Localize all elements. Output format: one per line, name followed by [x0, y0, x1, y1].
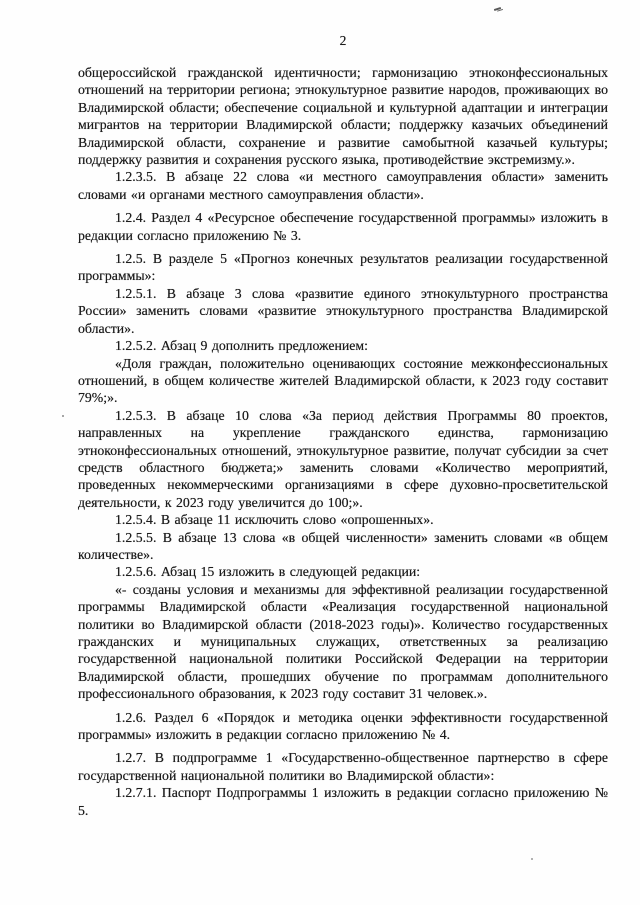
paragraph-1-2-4: 1.2.4. Раздел 4 «Ресурсное обеспечение государственной программы» изложить в редакции согласно приложению № 3. — [78, 210, 608, 243]
paragraph-1-2-6: 1.2.6. Раздел 6 «Порядок и методика оценки эффективности государственной программы» изложить в редакции согласно приложению № 4. — [78, 709, 608, 743]
scan-artifact — [494, 7, 501, 11]
paragraph-quote-dolya: «Доля граждан, положительно оценивающих состояние межконфессиональных отношений, в общем количестве жителей Владимирской области, к 2023 году составит 79%;». — [78, 355, 608, 406]
paragraph-1-2-3-5: 1.2.3.5. В абзаце 22 слова «и местного самоуправления области» заменить словами «и органами местного самоуправления области». — [78, 169, 608, 202]
paragraph-1-2-5-5: 1.2.5.5. В абзаце 13 слова «в общей численности» заменить словами «в общем количестве». — [78, 529, 608, 562]
paragraph-continuation: общероссийской гражданской идентичности; гармонизацию этноконфессиональных отношений на территории региона; этнокультурное развитие народов, проживающих во Владимирской области; обеспечение социальной и культурной адаптации и интеграции мигрантов на территории Владимирской области; поддержку казачьих объединений Владимирской области, сохранение и развитие самобытной казачьей культуры; поддержку развития и сохранения русского языка, противодействие экстремизму.». — [78, 65, 608, 168]
paragraph-1-2-7-1: 1.2.7.1. Паспорт Подпрограммы 1 изложить в редакции согласно приложению № 5. — [78, 785, 608, 818]
scan-artifact — [62, 415, 64, 417]
paragraph-1-2-5: 1.2.5. В разделе 5 «Прогноз конечных результатов реализации государственной программы»: — [78, 251, 608, 284]
paragraph-1-2-7: 1.2.7. В подпрограмме 1 «Государственно-общественное партнерство в сфере государственной национальной политики во Владимирской области»: — [78, 750, 608, 783]
paragraph-1-2-5-3: 1.2.5.3. В абзаце 10 слова «За период действия Программы 80 проектов, направленных на укрепление гражданского единства, гармонизацию этноконфессиональных отношений, этнокультурное развитие, получат субсидии за счет средств областного бюджета;» заменить словами «Количество мероприятий, проведенных некоммерческими организациями в сфере духовно-просветительской деятельности, к 2023 году увеличится до 100;». — [78, 407, 608, 510]
paragraph-1-2-5-6: 1.2.5.6. Абзац 15 изложить в следующей редакции: — [115, 564, 421, 580]
document-text-block — [78, 64, 608, 819]
paragraph-1-2-5-4: 1.2.5.4. В абзаце 11 исключить слово «опрошенных». — [115, 512, 434, 528]
paragraph-1-2-5-2: 1.2.5.2. Абзац 9 дополнить предложением: — [115, 338, 368, 354]
paragraph-1-2-5-1: 1.2.5.1. В абзаце 3 слова «развитие единого этнокультурного пространства России» заменить словами «развитие этнокультурного пространства Владимирской области». — [78, 285, 608, 336]
paragraph-quote-sozdany: «- созданы условия и механизмы для эффективной реализации государственной программы Владимирской области «Реализация государственной национальной политики во Владимирской области (2018-2023 годы)». Количество государственных гражданских и муниципальных служащих, ответственных за реализацию государственной национальной политики Российской Федерации на территории Владимирской области, прошедших обучение по программам дополнительного профессионального образования, к 2023 году составит 31 человек.». — [78, 581, 608, 702]
page-number: 2 — [339, 33, 347, 48]
scan-artifact — [531, 858, 533, 860]
